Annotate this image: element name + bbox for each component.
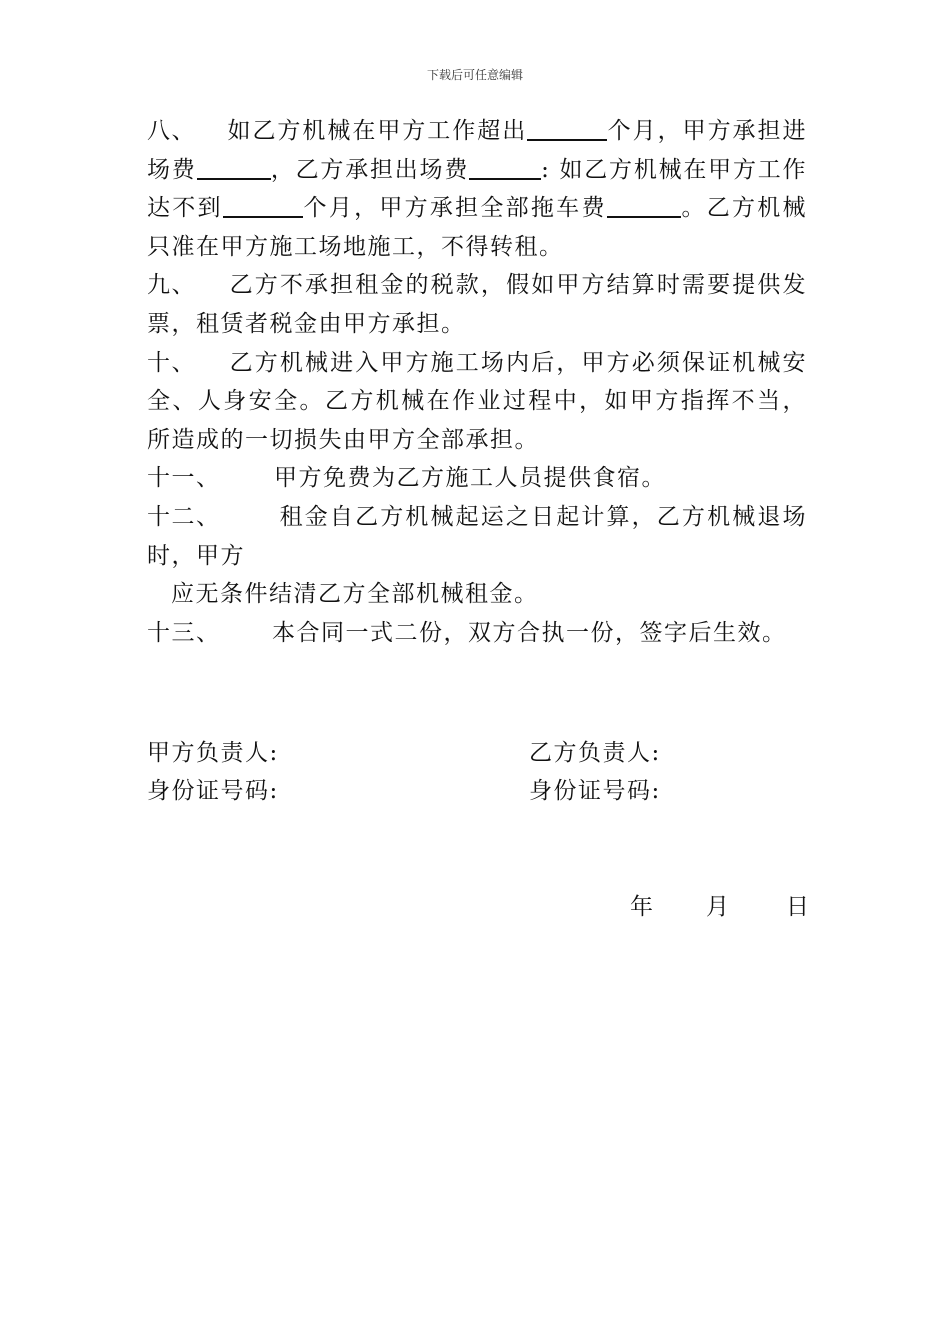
clause-text: ，乙方承担出场费 bbox=[270, 156, 470, 183]
clause-text: 乙方机械进入甲方施工场内后，甲方必须保证机械安全、人身安全。乙方机械在作业过程中，如甲方指挥不当，所造成的一切损失由甲方全部承担。 bbox=[147, 349, 807, 453]
clause-text: 。乙方机械只准在甲方施工场地施工，不得转租。 bbox=[147, 195, 808, 260]
clause-number: 十三、 bbox=[147, 619, 221, 646]
clause-8 bbox=[147, 112, 807, 266]
blank-months-exceed bbox=[527, 115, 607, 141]
date-month-label: 月 bbox=[706, 894, 729, 920]
party-b-rep-label: 乙方负责人: bbox=[529, 740, 661, 766]
clause-text: 如乙方机械在甲方工作超出 bbox=[227, 118, 528, 144]
clause-number: 十二、 bbox=[147, 503, 221, 530]
blank-entry-fee bbox=[197, 154, 271, 180]
date-year-label: 年 bbox=[630, 894, 653, 920]
signature-id-row bbox=[147, 772, 807, 810]
blank-months-short bbox=[223, 192, 303, 218]
clause-text: 个月，甲方承担全部拖车费 bbox=[302, 195, 607, 222]
date-day-label: 日 bbox=[786, 894, 809, 920]
clause-number: 十一、 bbox=[147, 465, 221, 492]
clause-12 bbox=[147, 498, 807, 575]
signature-rep-row bbox=[147, 734, 807, 772]
clause-10 bbox=[147, 344, 807, 460]
party-b-id-label: 身份证号码: bbox=[529, 778, 661, 804]
clause-text: 甲方免费为乙方施工人员提供食宿。 bbox=[274, 465, 666, 492]
clause-text: 本合同一式二份，双方合执一份，签字后生效。 bbox=[272, 619, 787, 646]
clause-number: 九、 bbox=[147, 272, 196, 299]
blank-exit-fee bbox=[469, 154, 541, 180]
clause-text: 租金自乙方机械起运之日起计算，乙方机械退场时，甲方 bbox=[147, 503, 807, 569]
clause-9 bbox=[147, 266, 807, 343]
clause-text: 个月，甲方承担进场费 bbox=[147, 118, 808, 183]
blank-towing-fee bbox=[607, 192, 681, 218]
party-a-id-label: 身份证号码: bbox=[147, 778, 279, 804]
page-header: 下载后可任意编辑 bbox=[426, 68, 523, 82]
party-a-rep-label: 甲方负责人: bbox=[147, 740, 279, 766]
contract-body bbox=[147, 112, 807, 652]
clause-text: : 如乙方机械在甲方工作达不到 bbox=[147, 156, 808, 222]
clause-12-continuation: 应无条件结清乙方全部机械租金。 bbox=[171, 581, 539, 608]
clause-number: 十、 bbox=[147, 349, 196, 376]
date-line bbox=[630, 888, 809, 921]
clause-11 bbox=[147, 459, 807, 498]
clause-13 bbox=[147, 614, 807, 653]
clause-text: 乙方不承担租金的税款，假如甲方结算时需要提供发票，租赁者税金由甲方承担。 bbox=[147, 272, 807, 337]
clause-number: 八、 bbox=[147, 118, 196, 144]
